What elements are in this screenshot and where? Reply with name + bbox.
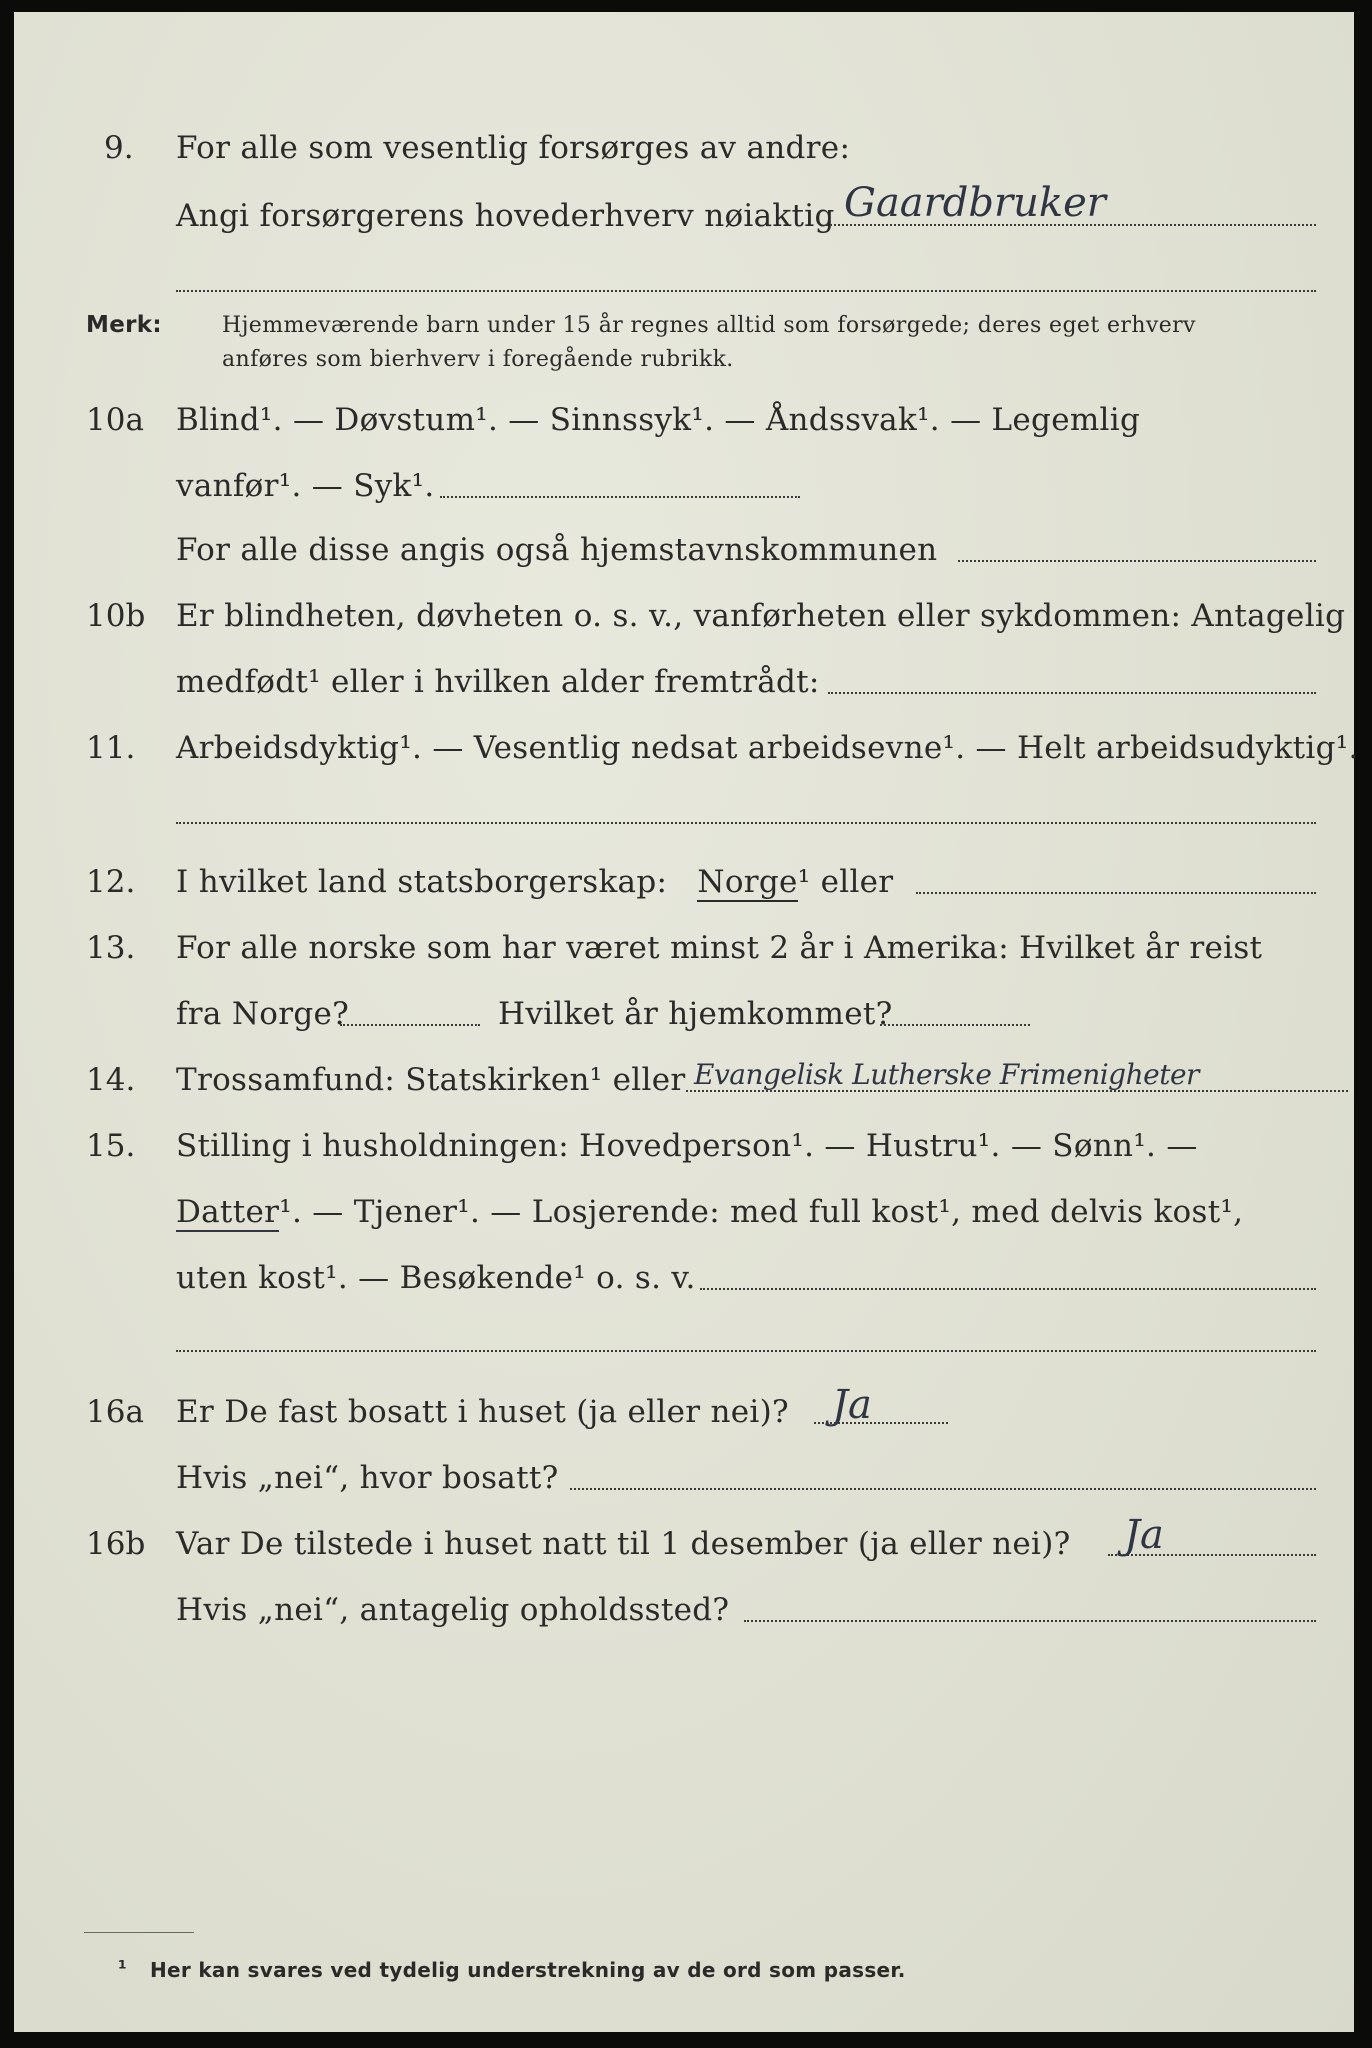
q12-answer-line — [916, 892, 1316, 894]
q16b-line2: Hvis „nei“, antagelig opholdssted? — [176, 1592, 730, 1628]
q9-line2: Angi forsørgerens hovederhverv nøiaktig — [176, 198, 835, 234]
q14-text: Trossamfund: Statskirken¹ eller — [176, 1062, 686, 1098]
q13-line1: For alle norske som har været minst 2 år i Amerika: Hvilket år reist — [176, 930, 1263, 966]
q9-line1: For alle som vesentlig forsørges av andre: — [176, 130, 851, 166]
q12-eller: ¹ eller — [797, 864, 894, 900]
q11-number: 11. — [86, 730, 136, 766]
census-form-page — [14, 12, 1359, 2032]
q13-part-b: Hvilket år hjemkommet? — [498, 996, 893, 1032]
q11-answer-line — [176, 822, 1316, 824]
q9-extra-line — [176, 290, 1316, 292]
q9-number: 9. — [104, 130, 134, 166]
q13-hjemkommet-line — [880, 1024, 1030, 1026]
q13-reist-line — [340, 1024, 480, 1026]
q15-number: 15. — [86, 1128, 136, 1164]
q15-extra-line — [176, 1350, 1316, 1352]
q16a-bosatt-line — [570, 1488, 1316, 1490]
merk-label: Merk: — [86, 312, 162, 338]
q10a-syk-line — [440, 496, 800, 498]
q12-question: I hvilket land statsborgerskap: — [176, 864, 668, 900]
footnote-rule — [84, 1932, 194, 1933]
q14-number: 14. — [86, 1062, 136, 1098]
q12-text — [176, 864, 893, 900]
q9-handwritten-answer: Gaardbruker — [844, 180, 1106, 226]
footnote-mark: ¹ — [118, 1956, 128, 1980]
q16a-handwritten-answer: Ja — [832, 1382, 872, 1428]
q15-line3: uten kost¹. — Besøkende¹ o. s. v. — [176, 1260, 696, 1296]
q10a-number: 10a — [86, 402, 144, 438]
q10a-hjemstavn-line — [958, 560, 1316, 562]
q10a-line1: Blind¹. — Døvstum¹. — Sinnssyk¹. — Åndssvak¹. — Legemlig — [176, 402, 1141, 438]
q10a-line2: vanfør¹. — Syk¹. — [176, 468, 435, 504]
q10a-line3: For alle disse angis også hjemstavnskommunen — [176, 532, 938, 568]
q15-line1: Stilling i husholdningen: Hovedperson¹. — Hustru¹. — Sønn¹. — — [176, 1128, 1198, 1164]
q16a-number: 16a — [86, 1394, 144, 1430]
q13-number: 13. — [86, 930, 136, 966]
q16b-handwritten-answer: Ja — [1124, 1512, 1164, 1558]
merk-line1: Hjemmeværende barn under 15 år regnes alltid som forsørgede; deres eget erhverv — [222, 313, 1196, 338]
q15-line2-rest: ¹. — Tjener¹. — Losjerende: med full kost¹, med delvis kost¹, — [279, 1194, 1244, 1230]
q15-answer-line — [700, 1288, 1316, 1290]
q16b-number: 16b — [86, 1526, 146, 1562]
q14-handwritten-answer: Evangelisk Lutherske Frimenigheter — [694, 1058, 1199, 1091]
q12-number: 12. — [86, 864, 136, 900]
q12-option-norge: Norge — [697, 864, 798, 900]
q15-line2 — [176, 1194, 1243, 1230]
q10b-line2: medfødt¹ eller i hvilken alder fremtrådt: — [176, 664, 820, 700]
q16a-line2: Hvis „nei“, hvor bosatt? — [176, 1460, 559, 1496]
q10b-answer-line — [828, 692, 1316, 694]
q13-part-a: fra Norge? — [176, 996, 350, 1032]
q10b-line1: Er blindheten, døvheten o. s. v., vanførheten eller sykdommen: Antagelig — [176, 598, 1346, 634]
q15-option-datter: Datter — [176, 1194, 280, 1230]
q11-line1: Arbeidsdyktig¹. — Vesentlig nedsat arbeidsevne¹. — Helt arbeidsudyktig¹. — [176, 730, 1359, 766]
q16b-line1: Var De tilstede i huset natt til 1 desember (ja eller nei)? — [176, 1526, 1071, 1562]
q16b-opholdssted-line — [744, 1620, 1316, 1622]
q16a-line1: Er De fast bosatt i huset (ja eller nei)? — [176, 1394, 789, 1430]
q10b-number: 10b — [86, 598, 146, 634]
merk-line2: anføres som bierhverv i foregående rubrikk. — [222, 347, 734, 372]
footnote-text: Her kan svares ved tydelig understrekning av de ord som passer. — [150, 1958, 906, 1982]
